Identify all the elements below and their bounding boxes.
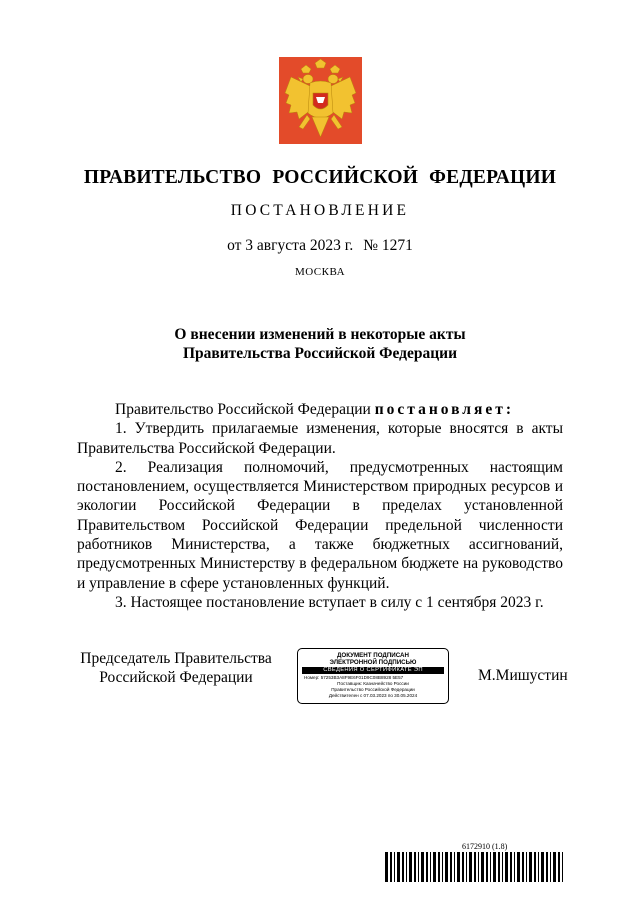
subject-line-1: О внесении изменений в некоторые акты: [174, 326, 466, 343]
signer-position: [76, 649, 276, 687]
signer-position-line-2: Российской Федерации: [99, 669, 253, 686]
stamp-validity: Действителен с 07.03.2023 по 30.05.2024: [328, 693, 418, 698]
decree-city: МОСКВА: [294, 266, 346, 278]
item-2: 2. Реализация полномочий, предусмотренных настоящим постановлением, осуществляется Министерством природных ресурсов и экологии Российской Федерации в пределах установленной Правительством Российской Федерации предельной численности работников Министерства, а также бюджетных ассигнований, предусмотренных Министерству в федеральном бюджете на руководство и управление в сфере установленных функций.: [77, 458, 563, 592]
electronic-signature-stamp: [297, 648, 449, 704]
stamp-owner: Правительство Российской Федерации: [331, 687, 415, 692]
intro-text: Правительство Российской Федерации: [115, 401, 371, 418]
decree-date: от 3 августа 2023 г.: [227, 237, 354, 254]
item-1: 1. Утвердить прилагаемые изменения, которые вносятся в акты Правительства Российской Федерации.: [77, 420, 563, 457]
decree-type: ПОСТАНОВЛЕНИЕ: [230, 202, 410, 219]
decree-body: [77, 400, 563, 612]
intro-verb: постановляет:: [374, 401, 515, 418]
stamp-certificate-bar: СВЕДЕНИЯ О СЕРТИФИКАТЕ ЭП: [302, 667, 444, 674]
intro-paragraph: [77, 400, 563, 419]
subject-line-2: Правительства Российской Федерации: [182, 345, 458, 362]
stamp-title-1: ДОКУМЕНТ ПОДПИСАН: [337, 652, 409, 659]
signer-position-line-1: Председатель Правительства: [80, 650, 272, 667]
signer-name: М.Мишустин: [478, 667, 568, 684]
item-3: 3. Настоящее постановление вступает в силу с 1 сентября 2023 г.: [115, 593, 544, 611]
decree-number: № 1271: [363, 237, 413, 254]
stamp-supplier: Поставщик: Казначейство России: [337, 681, 409, 686]
government-title: ПРАВИТЕЛЬСТВО РОССИЙСКОЙ ФЕДЕРАЦИИ: [83, 167, 557, 188]
document-code: 6172910 (1.8): [462, 842, 508, 851]
decree-date-line: [0, 237, 640, 255]
stamp-serial: Номер: 57253B3A8F9E6F01D9C08B8928 5E57: [304, 675, 404, 680]
barcode-icon: [385, 852, 565, 882]
decree-subject: [0, 325, 640, 363]
stamp-title-2: ЭЛЕКТРОННОЙ ПОДПИСЬЮ: [329, 659, 417, 666]
coat-of-arms-emblem: [279, 57, 362, 144]
double-headed-eagle-icon: [279, 57, 362, 144]
